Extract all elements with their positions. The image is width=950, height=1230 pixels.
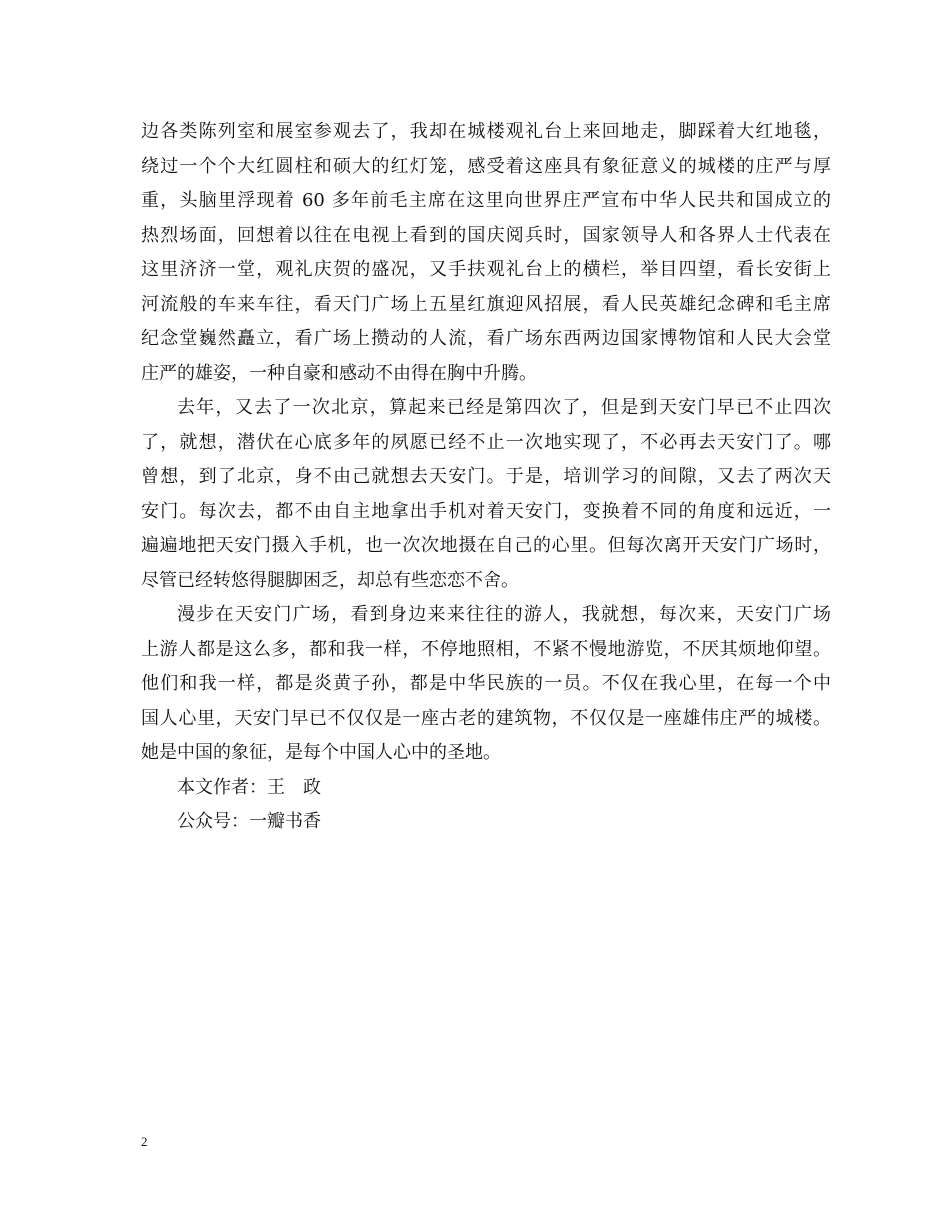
article-body (141, 115, 831, 840)
page-number: 2 (141, 1134, 148, 1149)
paragraph (141, 391, 831, 598)
paragraph (141, 115, 831, 391)
text-line: 去年，又去了一次北京，算起来已经是第四次了，但是到天安门早已不止四次 (177, 397, 831, 418)
text-line: 热烈场面，回想着以往在电视上看到的国庆阅兵时，国家领导人和各界人士代表在 (141, 224, 831, 246)
text-line: 他们和我一样，都是炎黄子孙，都是中华民族的一员。不仅在我心里，在每一个中 (141, 673, 831, 694)
text-line: 这里济济一堂，观礼庆贺的盛况，又手扶观礼台上的横栏，举目四望，看长安街上 (141, 259, 831, 280)
text-line: 上游人都是这么多，都和我一样，不停地照相，不紧不慢地游览，不厌其烦地仰望。 (141, 638, 831, 660)
account-line: 公众号：一瓣书香 (177, 811, 321, 832)
text-line: 纪念堂巍然矗立，看广场上攒动的人流，看广场东西两边国家博物馆和人民大会堂 (141, 328, 831, 349)
text-line: 了，就想，潜伏在心底多年的夙愿已经不止一次地实现了，不必再去天安门了。哪 (141, 431, 831, 453)
text-line: 庄严的雄姿，一种自豪和感动不由得在胸中升腾。 (141, 362, 537, 384)
text-line: 重，头脑里浮现着 60 多年前毛主席在这里向世界庄严宣布中华人民共和国成立的 (141, 190, 831, 211)
text-line: 漫步在天安门广场，看到身边来来往往的游人，我就想，每次来，天安门广场 (177, 604, 831, 625)
text-line: 绕过一个个大红圆柱和硕大的红灯笼，感受着这座具有象征意义的城楼的庄严与厚 (141, 155, 831, 177)
text-line: 国人心里，天安门早已不仅仅是一座古老的建筑物，不仅仅是一座雄伟庄严的城楼。 (141, 707, 831, 729)
text-line: 河流般的车来车往，看天门广场上五星红旗迎风招展，看人民英雄纪念碑和毛主席 (141, 293, 831, 315)
text-line: 尽管已经转悠得腿脚困乏，却总有些恋恋不舍。 (141, 569, 519, 591)
text-line: 遍遍地把天安门摄入手机，也一次次地摄在自己的心里。但每次离开天安门广场时， (141, 535, 831, 556)
text-line: 安门。每次去，都不由自主地拿出手机对着天安门，变换着不同的角度和远近，一 (141, 500, 831, 522)
text-line: 边各类陈列室和展室参观去了，我却在城楼观礼台上来回地走，脚踩着大红地毯， (141, 121, 831, 142)
text-line: 她是中国的象征，是每个中国人心中的圣地。 (141, 742, 501, 763)
paragraph (141, 598, 831, 771)
text-line: 曾想，到了北京，身不由己就想去天安门。于是，培训学习的间隙，又去了两次天 (141, 466, 831, 487)
author-line: 本文作者：王 政 (177, 776, 321, 798)
